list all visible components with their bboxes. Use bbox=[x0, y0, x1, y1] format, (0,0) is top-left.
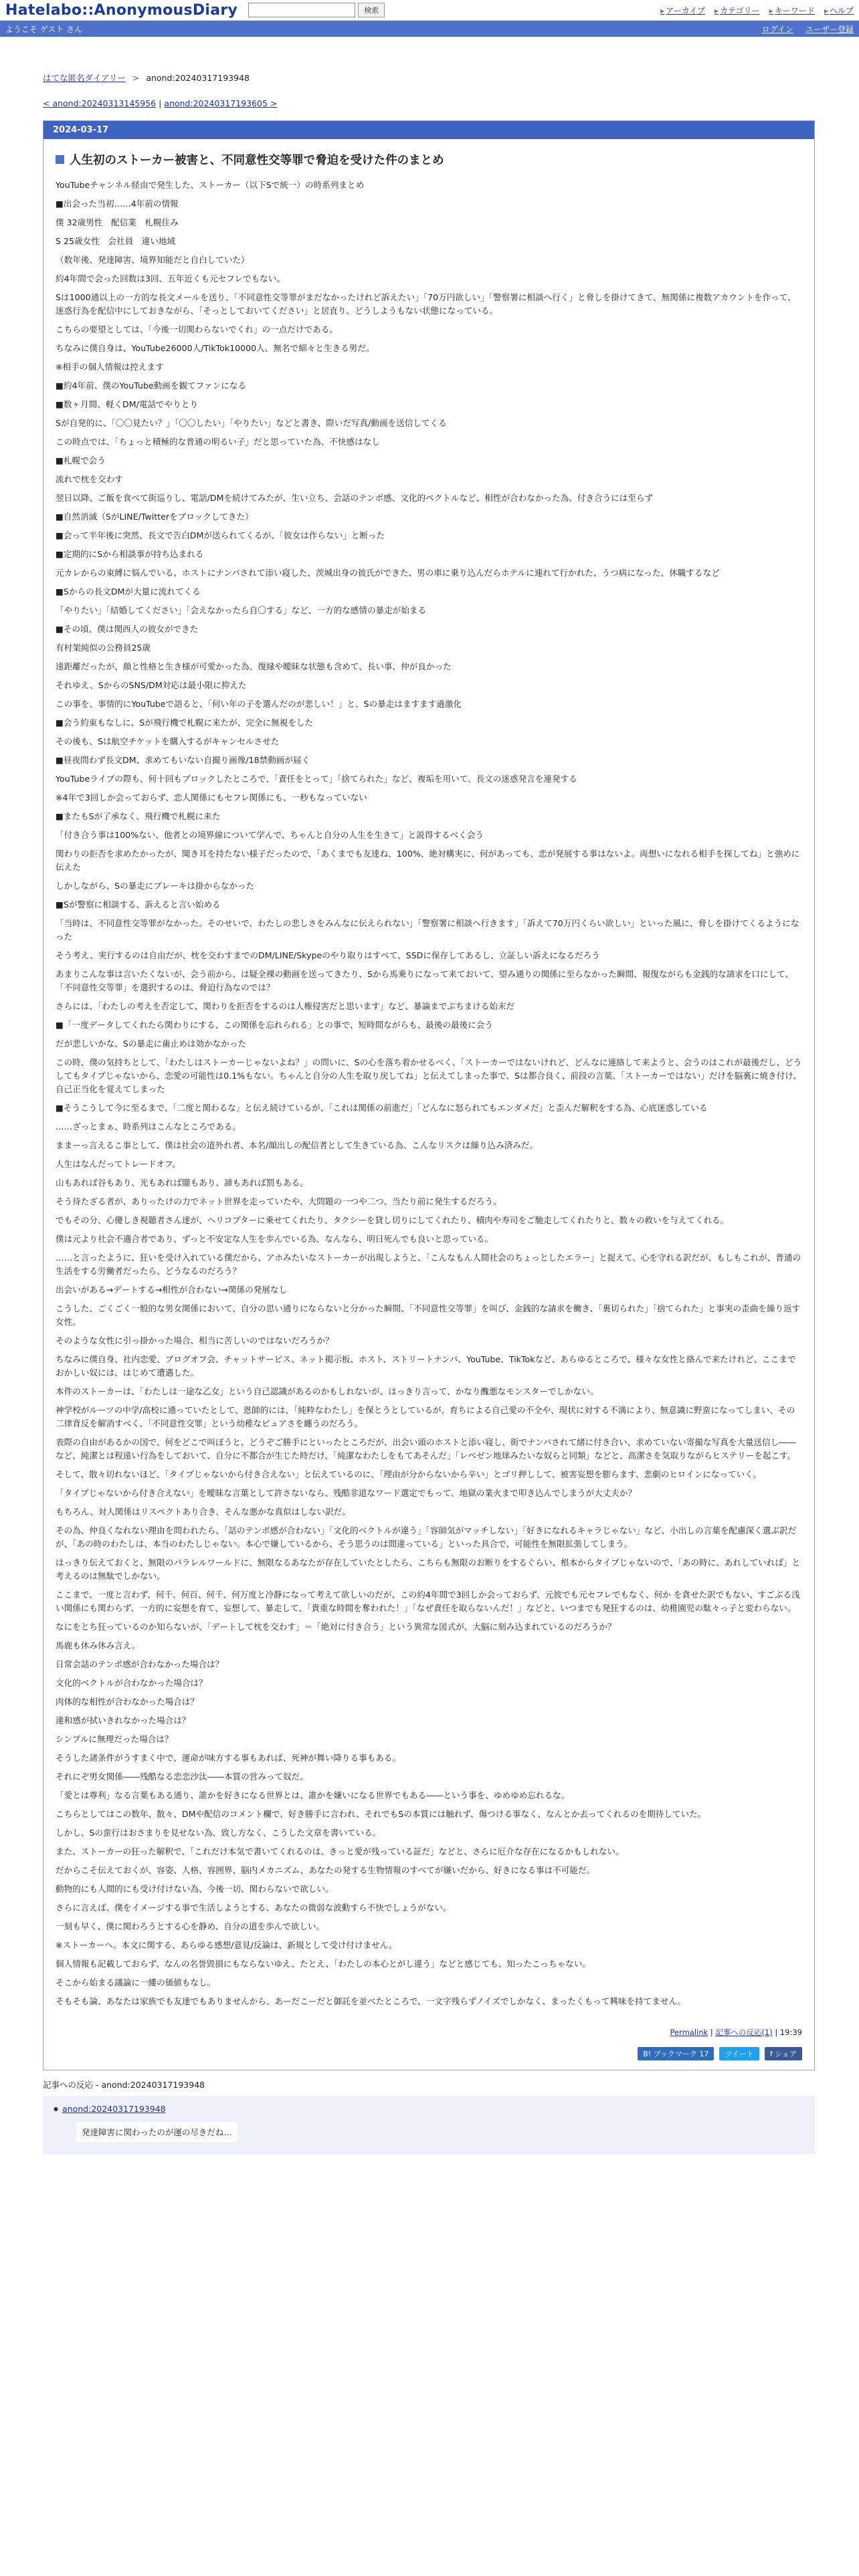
article-paragraph: 人生はなんだってトレードオフ。 bbox=[56, 1159, 181, 1169]
article-paragraph: その為、仲良くなれない理由を問われたら、「話のテンポ感が合わない」「文化的ベクトルが違う」「容師気がマッチしない」「好きになれるキャラじゃない」など、小出しの言葉を配慮深く選ぶ訳だが、「あの時のわたしは、本当のわたしじゃない。本心で嫌しているから、そう思うのは間違っている」といった具合で、可能性を無限拡張してしまう。 bbox=[56, 1525, 797, 1549]
article-paragraph: 元カレからの束縛に悩んでいる、ホストにナンパされて添い寝した、茨城出身の彼氏ができた、男の車に乗り込んだらホテルに連れて行かれた、うつ病になった、休職するなど bbox=[56, 568, 720, 578]
article-paragraph: 「タイプじゃないから付き合えない」を曖昧な言葉として許さないなら、残酷非道なワード選定でもって、地獄の業火まで叩き込んでしまうが大丈夫か？ bbox=[56, 1488, 637, 1498]
article-paragraph: 「当時は、不同意性交等罪がなかった。そのせいで、わたしの悲しさをみんなに伝えられない」「警察署に相談へ行きます」「訴えて70万円くらい欲しい」といった風に、脅しを掛けてくるようになった bbox=[56, 918, 799, 942]
breadcrumb-current: anond:20240317193948 bbox=[146, 73, 250, 83]
article-paragraph: ちなみに僕自身、社内恋愛、ブログオフ会、チャットサービス、ネット掲示板、ホスト、ストリートナンパ、YouTube、TikTokなど、あらゆるところで、様々な女性と絡んで来たけれど、ここまでおかしい奴には、はじめて遭遇した。 bbox=[56, 1354, 796, 1378]
article-paragraph: 肉体的な相性が合わなかった場合は？ bbox=[56, 1697, 199, 1707]
share-buttons bbox=[43, 2047, 802, 2060]
nav-link-archive[interactable]: ▶ アーカイブ bbox=[660, 5, 705, 16]
top-bar bbox=[0, 0, 859, 21]
article-paragraph: でもその分、心優しき視聴者さん達が、ヘリコプターに乗せてくれたり、タクシーを貸し切りにしてくれたり、積肉や寿司をご馳走してくれたりと、数々の救いを与えてくれる。 bbox=[56, 1215, 729, 1225]
article-paragraph: 関わりの拒否を求めたかったが、聞き耳を持たない様子だったので、「あくまでも友達ね、100%、絶対構実に、何があっても、恋が発展する事はないよ。両想いになれる相手を探してね」と強めに伝えた bbox=[56, 849, 800, 872]
tweet-button[interactable]: ツイート bbox=[719, 2047, 759, 2060]
article-paragraph: こちらの要望としては、「今後一切関わらないでくれ」の一点だけである。 bbox=[56, 324, 338, 334]
nav-divider: | bbox=[159, 98, 162, 108]
article-paragraph: ままーっ言えるこ事として、僕は社会の道外れ者、本名/顔出しの配信者として生きている為、こんなリスクは繰り込み済みだ。 bbox=[56, 1140, 539, 1150]
article-body bbox=[56, 179, 802, 2008]
article-paragraph: 文化的ベクトルが合わなかった場合は？ bbox=[56, 1678, 207, 1688]
article-paragraph: 神学校がルーツの中学/高校に通っていたとして、恩師的には、「純粋なわたし」を保とうとしているが、育ちによる自己愛の不全や、現状に対する不満により、無意識に野蛮になってしまい、その二律背反を解消すべく、「不同意性交罪」という幼稚なピュアさを纏うのだろう。 bbox=[56, 1405, 795, 1428]
article-paragraph: さらに言えば、僕をイメージする事で生活しようとする、あなたの微弱な波動すら不快でしょうがない。 bbox=[56, 1903, 452, 1913]
article-paragraph: 僕は元より社会不適合者であり、ずっと不安定な人生を歩んでいる為、なんなら、明日死んでも良いと思っている。 bbox=[56, 1234, 494, 1244]
article-paragraph: 出会いがある→デートする→相性が合わない→関係の発展なし bbox=[56, 1285, 288, 1295]
article-paragraph: 馬鹿も休み休み言え。 bbox=[56, 1640, 140, 1650]
article-paragraph: それゆえ、SからのSNS/DM対応は最小限に抑えた bbox=[56, 680, 247, 690]
entry-navigation bbox=[43, 98, 859, 108]
article-paragraph: 僕 32歳男性 配信業 札幌住み bbox=[56, 217, 179, 227]
article-paragraph: 山もあれば谷もあり、光もあれば闇もあり、諦もあれば罰もある。 bbox=[56, 1178, 308, 1188]
article-date: 2024-03-17 bbox=[43, 121, 814, 139]
article-paragraph: そのような女性に引っ掛かった場合、相当に苦しいのではないだろうか？ bbox=[56, 1335, 334, 1346]
article-paragraph: ■約4年前、僕のYouTube動画を観てファンになる bbox=[56, 381, 246, 391]
article-paragraph: 「愛とは尊利」なる言葉もある通り、誰かを好きになる世界とは、誰かを嫌いになる世界でもある――という事を、ゆめゆめ忘れるな。 bbox=[56, 1790, 570, 1800]
article-paragraph: ■そうこうして今に至るまで、「二度と関わるな」と伝え続けているが、「これは関係の前進だ」「どんなに怒られてもエンダメだ」と歪んだ解釈をする為、心底迷惑している bbox=[56, 1103, 708, 1113]
article-paragraph: ■会って半年後に突然、長文で告白DMが送られてくるが、「彼女は作らない」と断った bbox=[56, 530, 385, 540]
article-paragraph: だからこそ伝えておくが、容姿、人格、容囲界、脳内メカニズム、あなたの発する生物情報のすべてが嫌いだから、好きになる事は不可能だ。 bbox=[56, 1865, 595, 1875]
breadcrumb-separator: > bbox=[132, 73, 140, 83]
article-paragraph: それにぞ男女関係――残酷なる恋恋沙汰――本質の営みって奴だ。 bbox=[56, 1772, 308, 1782]
article-paragraph: 「付き合う事は100%ない、他者との境界線について学んで、ちゃんと自分の人生を生きて」と説得するべく会う bbox=[56, 830, 484, 840]
article-paragraph: ……と言ったように、狂いを受け入れている僕だから、アホみたいなストーカーが出現しようと、「こんなもん人間社会のちょっとしたエラー」と捉えて、心を守れる訳だが、もしもこれが、普通の生活をする労働者だったら、どうなるのだろう？ bbox=[56, 1253, 801, 1276]
article-paragraph: YouTubeライブの際も、何十回もブロックしたところで、「責任をとって」「捨てられた」など、複垢を用いて、長文の迷惑発言を連発する bbox=[56, 774, 577, 784]
article-paragraph: そう待たざる者が、ありったけの力でネット世界を走っていたや、大問題の一つや二つ、当たり前に発生するだろう。 bbox=[56, 1196, 502, 1206]
article-paragraph: ■札幌で会う bbox=[56, 455, 106, 465]
article-paragraph: そうした諸条件がうすまく中で、運命が味方する事もあれば、死神が舞い降りる事もある。 bbox=[56, 1753, 401, 1763]
article-paragraph: ■昼夜問わず長文DM、求めてもいない自撮り画像/18禁動画が届く bbox=[56, 755, 310, 765]
article-paragraph: 「やりたい」「結婚してください」「会えなかったら自〇する」など、一方的な感情の暴走が始まる bbox=[56, 605, 427, 615]
response-item bbox=[54, 2104, 804, 2114]
article-paragraph: この事を、事情的にYouTubeで語ると、「何い年の子を選んだのが悲しい！」と、Sの暴走はますます過激化 bbox=[56, 699, 462, 709]
article-paragraph: 日常会話のテンポ感が合わなかった場合は？ bbox=[56, 1659, 224, 1669]
article-title bbox=[56, 151, 814, 168]
article-paragraph: そこから始まる議論に一縷の価値もなし。 bbox=[56, 1977, 216, 1988]
article-title-text: 人生初のストーカー被害と、不同意性交等罪で脅迫を受けた件のまとめ bbox=[70, 154, 444, 167]
article-paragraph: ■定期的にSから相談事が持ち込まれる bbox=[56, 549, 204, 559]
article-paragraph: 動物的にも人間的にも受け付けない為、今後一切、関わらないで欲しい。 bbox=[56, 1884, 334, 1894]
article-paragraph: ■「一度データしてくれたら関わりにする、この関係を忘れられる」との事で、短時間ながらも、最後の最後に会う bbox=[56, 1020, 493, 1030]
article-paragraph: Sが自発的に、「〇〇見たい？」「〇〇したい」「やりたい」などと書き、際いだ写真/動画を送信してくる bbox=[56, 418, 447, 428]
nav-link-help[interactable]: ▶ ヘルプ bbox=[824, 5, 854, 16]
article-paragraph: その後も、Sは航空チケットを購入するがキャンセルさせた bbox=[56, 736, 280, 746]
article-paragraph: ■またもSが了承なく、飛行機で札幌に来た bbox=[56, 811, 221, 821]
search-input[interactable] bbox=[248, 3, 355, 17]
user-bar bbox=[0, 21, 859, 37]
responses-title: 記事への反応 - anond:20240317193948 bbox=[43, 2080, 205, 2090]
article-paragraph: ちなみに僕自身は、YouTube26000人/TikTok10000人、無名で細々と生きる男だ。 bbox=[56, 343, 375, 353]
article-paragraph: そう考え、実行するのは自由だが、枕を交わすまでのDM/LINE/Skypeのやり取りはすべて、SSDに保存してあるし、立証しい訴えになるだろう bbox=[56, 950, 600, 960]
article-paragraph: さらには、「わたしの考えを否定して、関わりを拒否をするのは人権侵害だと思います」など、暴論までぶちまける始末だ bbox=[56, 1001, 515, 1011]
article-paragraph: シンプルに無理だった場合は？ bbox=[56, 1734, 173, 1744]
article-paragraph: ……ざっとまぁ、時系列はこんなところである。 bbox=[56, 1121, 241, 1132]
article-paragraph: だが悲しいかな、Sの暴走に歯止めは効かなかった bbox=[56, 1039, 247, 1049]
prev-entry-link[interactable]: < anond:20240313145956 bbox=[43, 98, 157, 108]
article-paragraph: 流れで枕を交わす bbox=[56, 474, 123, 484]
article-paragraph: しかし、Sの蛮行はおさまりを見せない為、致し方なく、こうした文章を書いている。 bbox=[56, 1828, 381, 1838]
article-paragraph: Sは1000通以上の一方的な長文メールを送り、「不同意性交等罪がまだなかったけれど訴えたい」「70万円欲しい」「警察署に相談へ行く」と脅しを掛けてきて、無関係に複数アカウントを作って、迷惑行為を配信中にしておきながら、「そっとしておいてください」と居直り、どうしようもない状態になっている。 bbox=[56, 292, 796, 316]
breadcrumb-home-link[interactable]: はてな匿名ダイアリー bbox=[43, 73, 126, 83]
article-paragraph: 有村架純似の公務員25歳 bbox=[56, 643, 151, 653]
article-paragraph: 一刻も早く、僕に関わろうとする心を静め、自分の道を歩んで欲しい。 bbox=[56, 1921, 325, 1931]
article-meta bbox=[43, 2027, 802, 2038]
article-paragraph: S 25歳女性 会社員 違い地域 bbox=[56, 236, 176, 246]
article-paragraph: ■会う約束もなしに、Sが飛行機で札幌に来たが、完全に無視をした bbox=[56, 718, 314, 728]
article-paragraph: この時点では、「ちょっと積極的な普通の明るい子」だと思っていた為、不快感はなし bbox=[56, 437, 380, 447]
post-time: | 19:39 bbox=[775, 2028, 802, 2037]
article-paragraph: ■Sからの長文DMが大量に流れてくる bbox=[56, 586, 201, 597]
article-paragraph: しかしながら、Sの暴走にブレーキは掛からなかった bbox=[56, 881, 255, 891]
article-paragraph: ここまで、一度と言わず、何千、何百、何千、何万度と冷静になって考えて欲しいのだが、この約4年間で3回しか会っておらず、元彼でも元セフレでもなく、何か を貪せた訳でもない、すごぶる浅い関係にも関わらず、一方的に妄想を育て、妄想して、暴走して、「貴重な時間を奪われた！」「なぜ責任を取らないんだ！」などと、いつまでも発狂するのは、幼稚園児の駄々っ子と変わらない。 bbox=[56, 1590, 800, 1613]
article-paragraph: ■Sが警察に相談する、訴えると言い始める bbox=[56, 899, 221, 909]
article-paragraph: あまりこんな事は言いたくないが、会う前から、は疑全裸の動画を送ってきたり、Sから馬乗りになって来ておいて、望み通りの関係に至らなかった瞬間、報復ながらも金銭的な請求を口にして、「不同意性交等罪」を選択するのは、脅迫行為なのでは？ bbox=[56, 969, 794, 992]
article-paragraph: はっきり伝えておくと、無限のパラレルワールドに、無限なるあなたが存在していたとしたら、こちらも無限のお断りをするぐらい、根本からタイプじゃないので、「あの時に、あれしていれば」と考えるのは無駄でしかない。 bbox=[56, 1558, 801, 1581]
article-paragraph: ■その頃、僕は関西人の彼女ができた bbox=[56, 624, 199, 634]
nav-link-keyword[interactable]: ▶ キーワード bbox=[769, 5, 815, 16]
login-link[interactable]: ログイン bbox=[761, 24, 793, 34]
search-button[interactable]: 検索 bbox=[358, 3, 385, 17]
article-paragraph: ※4年で3回しか会っておらず、恋人関係にもセフレ関係にも、一秒もなっていない bbox=[56, 792, 367, 802]
response-excerpt: 発達障害に関わったのが運の尽きだね… bbox=[76, 2122, 237, 2142]
article-paragraph: 個人情報も記載しておらず、なんの名誉毀損にもならないゆえ、たとえ、「わたしの本心とがし違う」などと感じても、知ったこっちゃない。 bbox=[56, 1959, 591, 1969]
article-paragraph: 翌日以降、ご飯を食べて街巡りし、電話/DMを続けてみたが、生い立ち、会話のテンポ感、文化的ベクトルなど、相性が合わなかった為、付き合うには至らず bbox=[56, 493, 654, 503]
article-paragraph: こうした、ごくごく一般的な男女関係において、自分の思い通りにならないと分かった瞬間、「不同意性交等罪」を叫び、金銭的な請求を働き、「裏切られた」「捨てられた」と事実の歪曲を繰り返す女性。 bbox=[56, 1303, 801, 1327]
welcome-text: ようこそ ゲスト さん bbox=[5, 24, 83, 34]
article bbox=[43, 120, 815, 2070]
article-paragraph: 遠距離だったが、顔と性格と生き様が可愛かった為、復縁や曖昧な状態も含めて、長い事、仲が良かった bbox=[56, 661, 452, 671]
header-links bbox=[660, 5, 854, 16]
next-entry-link[interactable]: anond:20240317193605 > bbox=[164, 98, 278, 108]
responses-link[interactable]: 記事への反応(1) bbox=[715, 2028, 773, 2037]
article-paragraph: なにをとち狂っているのか知らないが、「デートして枕を交わす」＝「絶対に付き合う」という異常な図式が、大脳に刻み込まれているのだろうか？ bbox=[56, 1622, 616, 1632]
title-square-icon bbox=[56, 155, 64, 164]
responses-box bbox=[43, 2096, 815, 2154]
site-logo[interactable]: Hatelabo::AnonymousDiary bbox=[5, 1, 238, 19]
nav-link-category[interactable]: ▶ カテゴリー bbox=[714, 5, 760, 16]
response-link[interactable]: ● anond:20240317193948 bbox=[62, 2104, 166, 2114]
article-paragraph: こちらとしてはこの数年、散々、DMや配信のコメント欄で、好き勝手に言われ、それでもSの本質には触れず、傷つける事なく、なんとか去ってくれるのを期待していた。 bbox=[56, 1809, 706, 1819]
article-paragraph: 表際の自由があるかの国で、何をどこで叫ぼうと、どうぞご勝手にといったところだが、出会い頭のホストと添い寝し、街でナンパされて緒に付き合い、求めていない寄撮な写真を大量送信し――など、純潔とは程遠い行為をしておいて、自分に不都合が生じた時だけ、「純潔なわたしをもてあそんだ」「レベゼン地球みたいな奴らと同類」などと、高潔さを気取りながらヒステリーを起こす。 bbox=[56, 1437, 796, 1461]
article-paragraph: ■数ヶ月間、軽くDM/電話でやりとり bbox=[56, 399, 199, 409]
facebook-share-button[interactable]: f シェア bbox=[765, 2047, 802, 2060]
register-link[interactable]: ユーザー登録 bbox=[805, 24, 854, 34]
article-paragraph: ※相手の個人情報は控えます bbox=[56, 362, 164, 372]
article-paragraph: ■出会った当初……4年前の情報 bbox=[56, 199, 179, 209]
article-paragraph: ■自然消滅（SがLINE/Twitterをブロックしてきた） bbox=[56, 512, 254, 522]
breadcrumb bbox=[43, 72, 859, 84]
article-paragraph: YouTubeチャンネル経由で発生した、ストーカー（以下Sで統一）の時系列まとめ bbox=[56, 180, 365, 190]
permalink-link[interactable]: Permalink bbox=[670, 2028, 708, 2037]
article-paragraph: 本件のストーカーは、「わたしは一途な乙女」という自己認識があるのかもしれないが、はっきり言って、かなり醜悪なモンスターでしかない。 bbox=[56, 1386, 599, 1396]
article-paragraph: そして、散々切れないほど、「タイプじゃないから付き合えない」と伝えているのに、「理由が分からないから辛い」とゴリ押しして、被害妄想を膨らます、悲劇のヒロインになっていく。 bbox=[56, 1469, 762, 1479]
article-paragraph: この時、僕の気持ちとして、「わたしはストーカーじゃないよね？」の問いに、Sの心を落ち着かせるべく、「ストーカーではないけれど、どんなに連絡して来ようと、会うのはこれが最後だし、どうしてもタイプじゃないから、恋愛の可能性は0.1%もない。ちゃんと自分の人生を取り戻してね」と伝えてしまった事で、Sは都合良く、前段の言葉、「ストーカーではない」だけを脳裏に焼き付け、自己正当化を覚えてしまった bbox=[56, 1057, 802, 1094]
article-paragraph: そもそも論、あなたは家族でも友達でもありませんから、あーだこーだと御託を並べたところで、一文字残らずノイズでしかなく、まったくもって興味を持てません。 bbox=[56, 1996, 686, 2006]
article-paragraph: ※ストーカーへ。本文に関する、あらゆる感想/意見/反論は、新規として受け付けません。 bbox=[56, 1940, 397, 1950]
article-paragraph: 約4年間で会った回数は3回、五年近くも元セフレでもない。 bbox=[56, 274, 285, 284]
article-paragraph: また、ストーカーの狂った解釈で、「これだけ本気で書いてくれるのは、きっと愛が残っている証だ」などと、さらに厄介な存在になるかもしれない。 bbox=[56, 1846, 624, 1856]
meta-separator: | bbox=[710, 2028, 713, 2037]
article-paragraph: 違和感が拭いきれなかった場合は？ bbox=[56, 1715, 191, 1725]
article-paragraph: （数年後、発達障害、境界知能だと自白していた） bbox=[56, 255, 250, 265]
bookmark-button[interactable]: B! ブックマーク 17 bbox=[638, 2047, 714, 2060]
article-paragraph: もちろん、対人関係はリスペクトあり合き、そんな悪かな真似はしない訳だ。 bbox=[56, 1507, 351, 1517]
